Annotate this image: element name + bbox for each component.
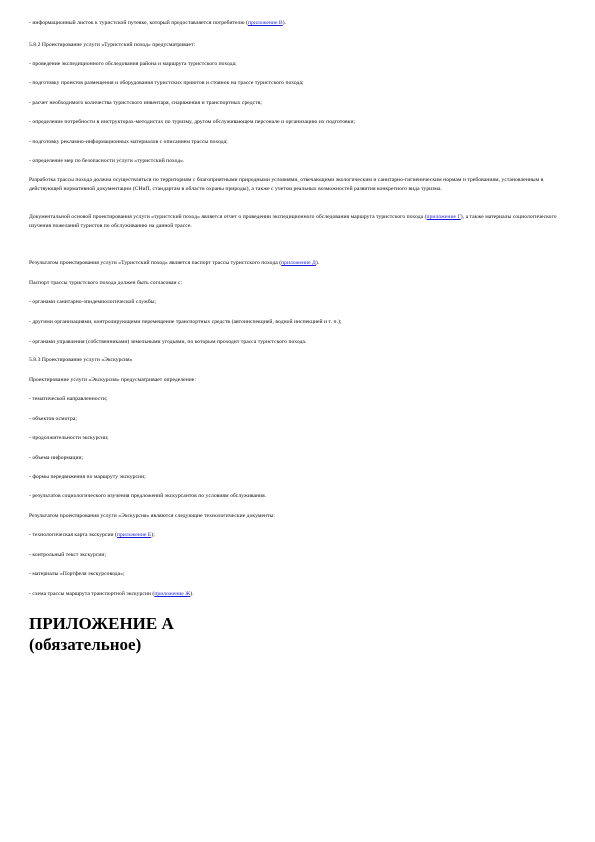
list-item: - объектов осмотра; <box>29 416 77 422</box>
list-item: - определение мер по безопасности услуги «туристский поход». <box>29 158 185 164</box>
paragraph-documentary-basis: Документальной основой проектирования услуги «туристский поход» является отчет о проведении экспедиционного обследования маршрута туристского похода (приложение Г), а также материалы социологического изучения пожеланий туристов по обслуживанию на данной трассе. <box>29 214 557 229</box>
list-item: - определение потребности в инструкторах-методистах по туризму, другом обслуживающем персонале и организацию их подготовки; <box>29 119 356 125</box>
appendix-v-link[interactable]: приложение В <box>248 20 283 26</box>
paragraph-route-development: Разработка трассы похода должна осуществляться по территориям с благоприятными природными условиями, отвечающими экологическим и санитарно-гигиеническим нормам и требованиям, установленным в действующей нормативной документации (СНиП, стандартам в области охраны природы), а также с учетом реальных возможностей развития конкретного вида туризма. <box>29 177 544 192</box>
list-item: - органами управления (собственниками) земельными угодьями, по которым проходит трасса туристского похода. <box>29 339 307 345</box>
list-item: - расчет необходимого количества туристского инвентаря, снаряжения и транспортных средств; <box>29 100 262 106</box>
appendix-a-title: ПРИЛОЖЕНИЕ А <box>29 614 174 633</box>
list-item: - схема трассы маршрута транспортной экскурсии (приложение Ж). <box>29 591 194 597</box>
list-item: - подготовку проектов размещения и оборудования туристских приютов и стоянок на трассе туристского похода; <box>29 80 304 86</box>
list-item: - результатов социологического изучения предложений экскурсантов по условиям обслуживания. <box>29 493 267 499</box>
appendix-d-link[interactable]: приложение Д <box>281 260 316 266</box>
section-5-8-2-heading: 5.8.2 Проектирование услуги «Туристский поход» предусматривает: <box>29 42 196 48</box>
list-item: - продолжительности экскурсии; <box>29 435 109 441</box>
appendix-e-link[interactable]: приложение Е <box>116 532 152 538</box>
section-5-8-3-heading: 5.8.3 Проектирование услуги «Экскурсия» <box>29 357 133 363</box>
list-item: - другими организациями, контролирующими перемещение транспортных средств (автоинспекцией, водной инспекцией и т. п.); <box>29 319 342 325</box>
paragraph-excursion-result: Результатом проектирования услуги «Экскурсия» являются следующие технологические документы: <box>29 513 275 519</box>
list-item: - тематической направленности; <box>29 396 108 402</box>
appendix-g-link[interactable]: приложение Г <box>426 214 461 220</box>
appendix-a-status: (обязательное) <box>29 635 142 654</box>
paragraph-leaflet: - информационный листок к туристской путевке, который предоставляется потребителю (приложение В). <box>29 20 287 26</box>
paragraph-passport-agreed: Паспорт трассы туристского похода должен быть согласован с: <box>29 280 183 286</box>
list-item: - органами санитарно-эпидемиологической службы; <box>29 299 157 305</box>
paragraph-excursion-design: Проектирование услуги «Экскурсия» предусматривает определение: <box>29 377 196 383</box>
paragraph-result-passport: Результатом проектирования услуги «Туристский поход» является паспорт трассы туристского похода (приложение Д). <box>29 260 320 266</box>
appendix-zh-link[interactable]: приложение Ж <box>154 591 191 597</box>
list-item: - материалы «Портфеля экскурсовода»; <box>29 571 125 577</box>
list-item: - технологическая карта экскурсии (приложение Е); <box>29 532 155 538</box>
list-item: - контрольный текст экскурсии; <box>29 552 107 558</box>
list-item: - формы передвижения по маршруту экскурсии; <box>29 474 146 480</box>
list-item: - объема информации; <box>29 455 84 461</box>
list-item: - проведение экспедиционного обследования района и маршрута туристского похода; <box>29 61 237 67</box>
appendix-a-heading <box>29 613 174 655</box>
list-item: - подготовку рекламно-информационных материалов с описанием трассы похода; <box>29 139 228 145</box>
